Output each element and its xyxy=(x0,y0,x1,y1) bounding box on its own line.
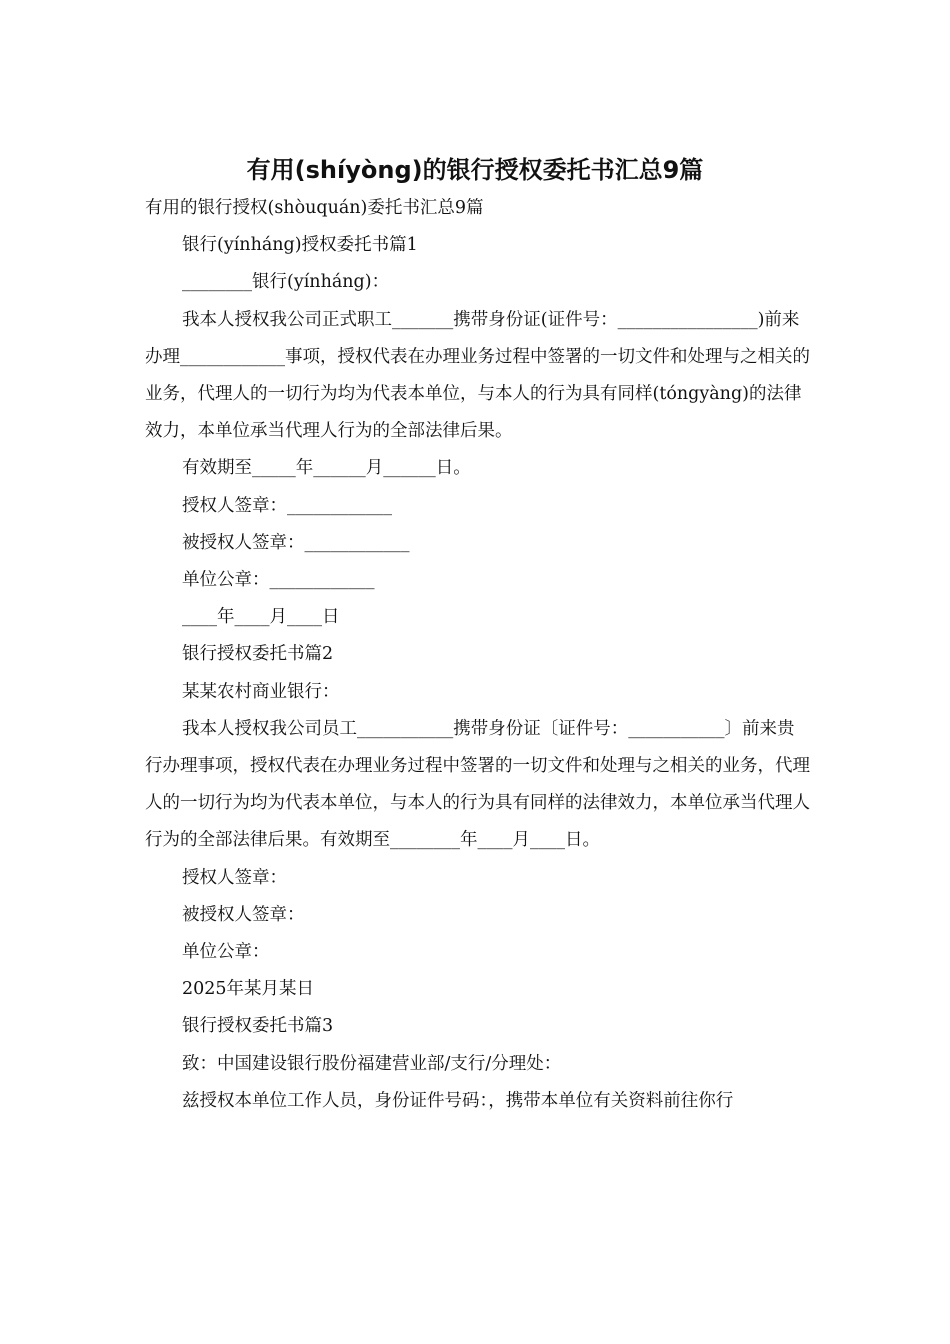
document-body xyxy=(145,190,810,1120)
section-heading-1: 银行(yínháng)授权委托书篇1 xyxy=(182,235,418,256)
authorized-signature-1: 被授权人签章：____________ xyxy=(182,532,410,553)
unit-seal-1: 单位公章：____________ xyxy=(182,570,375,591)
body-paragraph-2: 我本人授权我公司员工___________携带身份证〔证件号：___________〕前来贵行办理事项，授权代表在办理业务过程中签署的一切文件和处理与之相关的业务，代理人的一切行为均为代表本单位，与本人的行为具有同样的法律效力，本单位承当代理人行为的全部法律后果。有效期至________年____月____日。 xyxy=(145,718,810,851)
addressee-3: 致：中国建设银行股份福建营业部/支行/分理处： xyxy=(182,1053,562,1074)
body-paragraph-1: 我本人授权我公司正式职工_______携带身份证(证件号：________________)前来办理____________事项，授权代表在办理业务过程中签署的一切文件和处理与之相关的业务，代理人的一切行为均为代表本单位，与本人的行为具有同样(tóngyàng)的法律效力，本单位承当代理人行为的全部法律后果。 xyxy=(145,309,810,442)
body-paragraph-3: 兹授权本单位工作人员，身份证件号码：，携带本单位有关资料前往你行 xyxy=(182,1090,734,1111)
unit-seal-2: 单位公章： xyxy=(182,942,270,963)
addressee-1: ________银行(yínháng)： xyxy=(182,272,390,293)
document-title: 有用(shíyòng)的银行授权委托书汇总9篇 xyxy=(246,156,704,184)
authorizer-signature-1: 授权人签章：____________ xyxy=(182,495,392,516)
section-heading-3: 银行授权委托书篇3 xyxy=(182,1016,334,1037)
section-heading-2: 银行授权委托书篇2 xyxy=(182,644,334,665)
addressee-2: 某某农村商业银行： xyxy=(182,681,340,702)
authorizer-signature-2: 授权人签章： xyxy=(182,867,287,888)
authorized-signature-2: 被授权人签章： xyxy=(182,904,305,925)
date-line-2: 2025年某月某日 xyxy=(182,979,315,1000)
doc-subtitle: 有用的银行授权(shòuquán)委托书汇总9篇 xyxy=(145,198,484,218)
validity-line-1: 有效期至_____年______月______日。 xyxy=(182,458,471,479)
date-line-1: ____年____月____日 xyxy=(182,607,340,628)
